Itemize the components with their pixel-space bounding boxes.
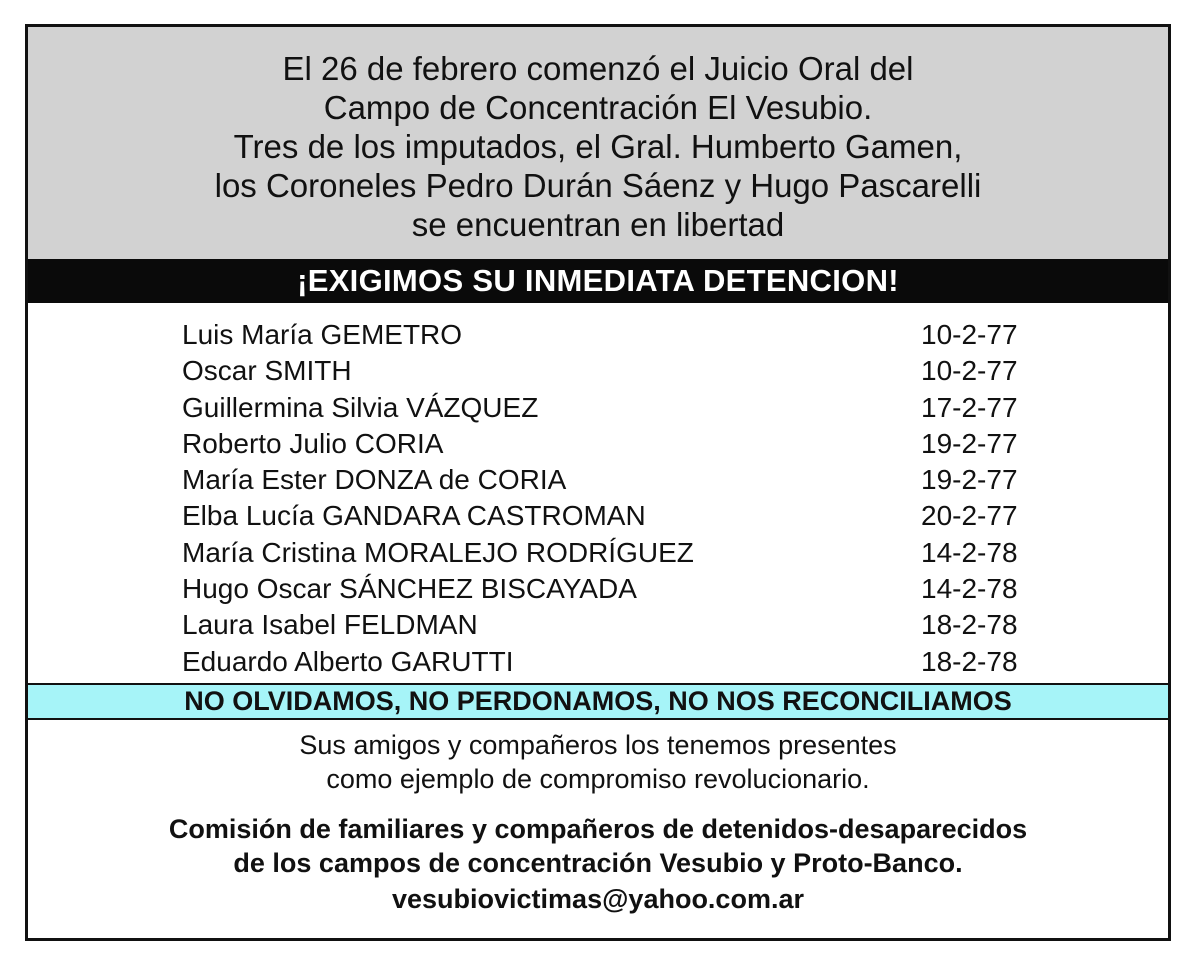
notice-frame [25,24,1171,941]
intro-line: los Coroneles Pedro Durán Sáenz y Hugo Pascarelli [214,167,982,204]
victim-name: Guillermina Silvia VÁZQUEZ [182,391,539,423]
victim-name: María Cristina MORALEJO RODRÍGUEZ [182,536,694,568]
victim-date: 14-2-78 [921,573,1018,605]
victim-name: Laura Isabel FELDMAN [182,609,478,641]
victim-name: Eduardo Alberto GARUTTI [182,645,514,677]
list-item [28,426,1168,462]
slogan-banner: NO OLVIDAMOS, NO PERDONAMOS, NO NOS RECONCILIAMOS [28,683,1168,720]
victim-name: Oscar SMITH [182,355,352,387]
victim-date: 18-2-78 [921,645,1018,677]
victim-name: Elba Lucía GANDARA CASTROMAN [182,500,646,532]
list-item [28,644,1168,680]
demand-banner: ¡EXIGIMOS SU INMEDIATA DETENCION! [28,259,1168,303]
victim-name: Luis María GEMETRO [182,319,463,350]
list-item [28,390,1168,426]
signature-line: de los campos de concentración Vesubio y Proto-Banco. [233,848,963,878]
intro-line: Tres de los imputados, el Gral. Humberto Gamen, [233,128,963,165]
intro-line: se encuentran en libertad [411,206,785,243]
victim-name: Hugo Oscar SÁNCHEZ BISCAYADA [182,573,637,605]
signature-block [28,812,1168,880]
list-item [28,498,1168,534]
contact-email: vesubiovictimas@yahoo.com.ar [392,884,804,914]
list-item [28,462,1168,498]
victim-date: 18-2-78 [921,609,1018,641]
victim-name: María Ester DONZA de CORIA [182,464,567,496]
intro-line: Campo de Concentración El Vesubio. [323,89,873,126]
closing-text [28,728,1168,796]
list-item [28,571,1168,607]
victim-name: Roberto Julio CORIA [182,427,444,459]
victim-date: 19-2-77 [921,464,1018,496]
victim-date: 19-2-77 [921,427,1018,459]
victim-date: 10-2-77 [921,319,1018,350]
list-item [28,535,1168,571]
victim-date: 10-2-77 [921,355,1018,387]
closing-line: como ejemplo de compromiso revolucionario. [326,764,870,794]
victims-list [28,317,1168,677]
list-item [28,317,1168,353]
victim-date: 14-2-78 [921,536,1018,568]
closing-line: Sus amigos y compañeros los tenemos presentes [299,730,897,760]
intro-box [28,27,1168,259]
list-item [28,607,1168,643]
signature-line: Comisión de familiares y compañeros de detenidos-desaparecidos [168,814,1028,844]
victim-date: 17-2-77 [921,391,1018,423]
list-item [28,353,1168,389]
intro-line: El 26 de febrero comenzó el Juicio Oral del [282,50,914,87]
victim-date: 20-2-77 [921,500,1018,532]
